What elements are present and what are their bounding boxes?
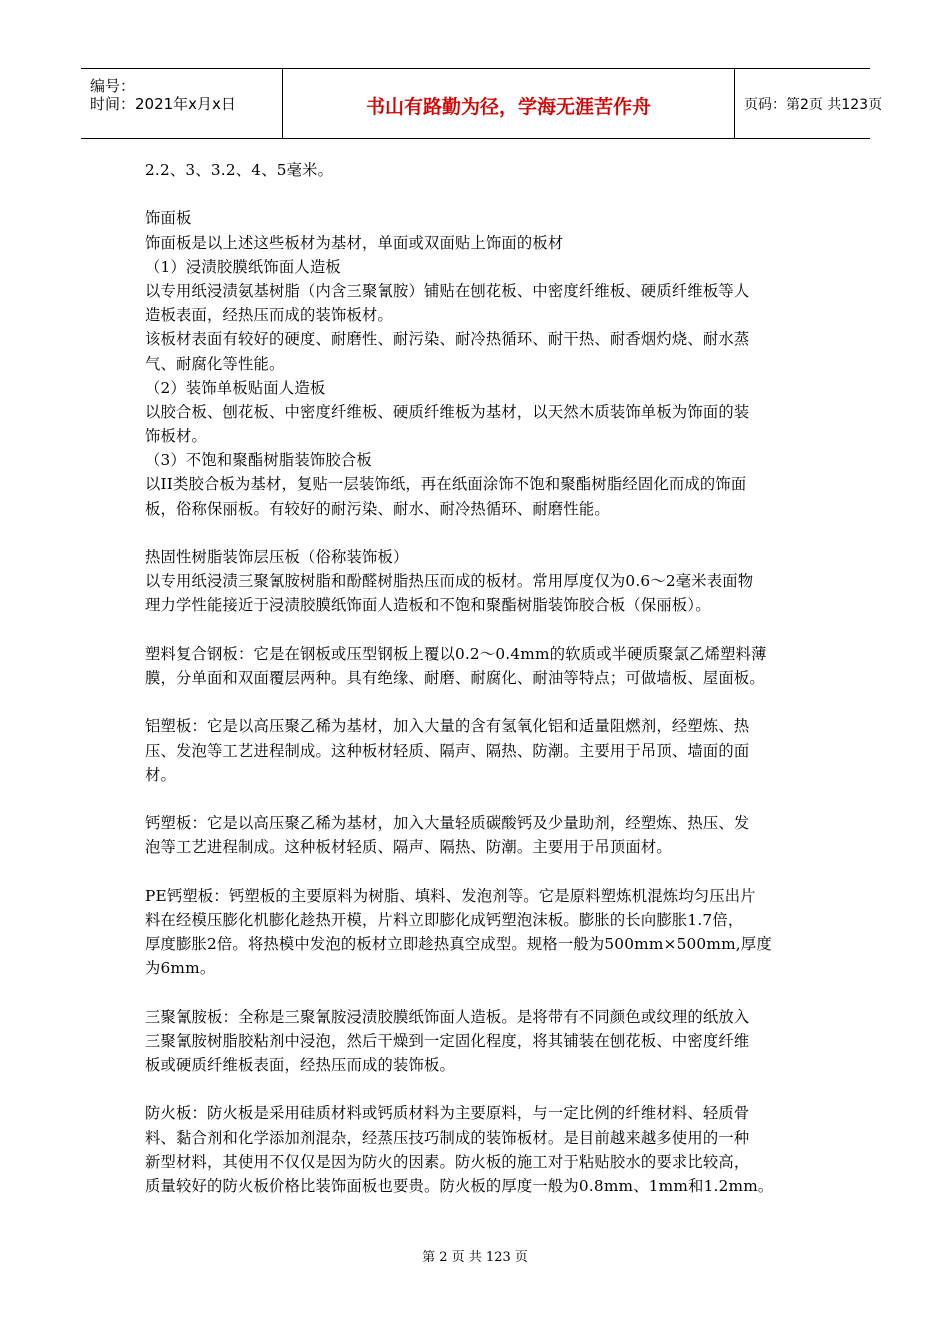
body-text-line: 材。 — [145, 765, 176, 784]
page-footer — [0, 1246, 950, 1265]
document-time-label: 时间：2021年x月x日 — [90, 95, 236, 113]
body-text-line: 铝塑板：它是以高压聚乙稀为基材，加入大量的含有氢氧化铝和适量阻燃剂，经塑炼、热 — [145, 717, 750, 736]
body-text-line: （2）装饰单板贴面人造板 — [145, 378, 326, 397]
body-text-line: 板，俗称保丽板。有较好的耐污染、耐水、耐冷热循环、耐磨性能。 — [145, 499, 610, 518]
header-page-number: 页码：第2页 共123页 — [744, 97, 883, 113]
body-text-line: 以胶合板、刨花板、中密度纤维板、硬质纤维板为基材，以天然木质装饰单板为饰面的装 — [145, 402, 750, 421]
body-text-line: （3）不饱和聚酯树脂装饰胶合板 — [145, 451, 372, 470]
body-text-line: 三聚氰胺板：全称是三聚氰胺浸渍胶膜纸饰面人造板。是将带有不同颜色或纹理的纸放入 — [145, 1007, 750, 1026]
blank-line — [145, 521, 810, 545]
document-body — [145, 158, 810, 1198]
body-text-line: 饰面板 — [145, 209, 192, 228]
blank-line — [145, 859, 810, 883]
body-text-line: 该板材表面有较好的硬度、耐磨性、耐污染、耐冷热循环、耐干热、耐香烟灼烧、耐水蒸 — [145, 330, 750, 349]
motto-text: 书山有路勤为径，学海无涯苦作舟 — [365, 96, 651, 118]
footer-page-number: 第 2 页 共 123 页 — [422, 1250, 528, 1265]
body-text-line: 气、耐腐化等性能。 — [145, 354, 285, 373]
body-text-line: 板或硬质纤维板表面，经热压而成的装饰板。 — [145, 1055, 455, 1074]
blank-line — [145, 1077, 810, 1101]
header-page-cell — [735, 69, 883, 138]
body-text-line: 料在经模压膨化机膨化趁热开模，片料立即膨化成钙塑泡沫板。膨胀的长向膨胀1.7倍， — [145, 910, 744, 929]
body-text-line: 造板表面，经热压而成的装饰板材。 — [145, 306, 393, 325]
blank-line — [145, 690, 810, 714]
body-text-line: 防火板：防火板是采用硅质材料或钙质材料为主要原料，与一定比例的纤维材料、轻质骨 — [145, 1104, 750, 1123]
body-text-line: 饰面板是以上述这些板材为基材，单面或双面贴上饰面的板材 — [145, 233, 564, 252]
body-text-line: 饰板材。 — [145, 427, 207, 446]
body-text-line: 以II类胶合板为基材，复贴一层装饰纸，再在纸面涂饰不饱和聚酯树脂经固化而成的饰面 — [145, 475, 747, 494]
body-text-line: 钙塑板：它是以高压聚乙稀为基材，加入大量轻质碳酸钙及少量助剂，经塑炼、热压、发 — [145, 814, 750, 833]
body-text-line: 以专用纸浸渍三聚氰胺树脂和酚醛树脂热压而成的板材。常用厚度仅为0.6～2毫米表面物 — [145, 572, 754, 591]
body-text-line: 新型材料，其使用不仅仅是因为防火的因素。防火板的施工对于粘贴胶水的要求比较高， — [145, 1152, 750, 1171]
blank-line — [145, 787, 810, 811]
body-text-line: 泡等工艺进程制成。这种板材轻质、隔声、隔热、防潮。主要用于吊顶面材。 — [145, 838, 672, 857]
body-text-line: 膜，分单面和双面覆层两种。具有绝缘、耐磨、耐腐化、耐油等特点；可做墙板、屋面板。 — [145, 668, 765, 687]
body-text-line: 塑料复合钢板：它是在钢板或压型钢板上覆以0.2～0.4mm的软质或半硬质聚氯乙烯塑料薄 — [145, 644, 767, 663]
body-text-line: （1）浸渍胶膜纸饰面人造板 — [145, 257, 341, 276]
body-text-line: 为6mm。 — [145, 959, 216, 978]
blank-line — [145, 182, 810, 206]
body-text-line: 以专用纸浸渍氨基树脂（内含三聚氰胺）铺贴在刨花板、中密度纤维板、硬质纤维板等人 — [145, 281, 750, 300]
body-text-line: 厚度膨胀2倍。将热模中发泡的板材立即趁热真空成型。规格一般为500mm×500mm,厚度 — [145, 935, 772, 953]
body-text-line: 料、黏合剂和化学添加剂混杂，经蒸压技巧制成的装饰板材。是目前越来越多使用的一种 — [145, 1128, 750, 1147]
blank-line — [145, 980, 810, 1004]
body-text-line: 三聚氰胺树脂胶粘剂中浸泡，然后干燥到一定固化程度，将其铺装在刨花板、中密度纤维 — [145, 1031, 750, 1050]
body-text-line: 压、发泡等工艺进程制成。这种板材轻质、隔声、隔热、防潮。主要用于吊顶、墙面的面 — [145, 741, 750, 760]
blank-line — [145, 618, 810, 642]
header-info-cell — [81, 69, 283, 138]
body-text-line: 理力学性能接近于浸渍胶膜纸饰面人造板和不饱和聚酯树脂装饰胶合板（保丽板）。 — [145, 596, 711, 615]
document-number-label: 编号： — [90, 77, 136, 95]
header-table — [81, 68, 883, 139]
header-motto-cell — [283, 69, 735, 138]
body-text-line: 热固性树脂装饰层压板（俗称装饰板） — [145, 548, 409, 566]
body-text-line: 2.2、3、3.2、4、5毫米。 — [145, 161, 334, 179]
body-text-line: PE钙塑板：钙塑板的主要原料为树脂、填料、发泡剂等。它是原料塑炼机混炼均匀压出片 — [145, 886, 756, 905]
body-text-line: 质量较好的防火板价格比装饰面板也要贵。防火板的厚度一般为0.8mm、1mm和1.2mm。 — [145, 1176, 774, 1195]
